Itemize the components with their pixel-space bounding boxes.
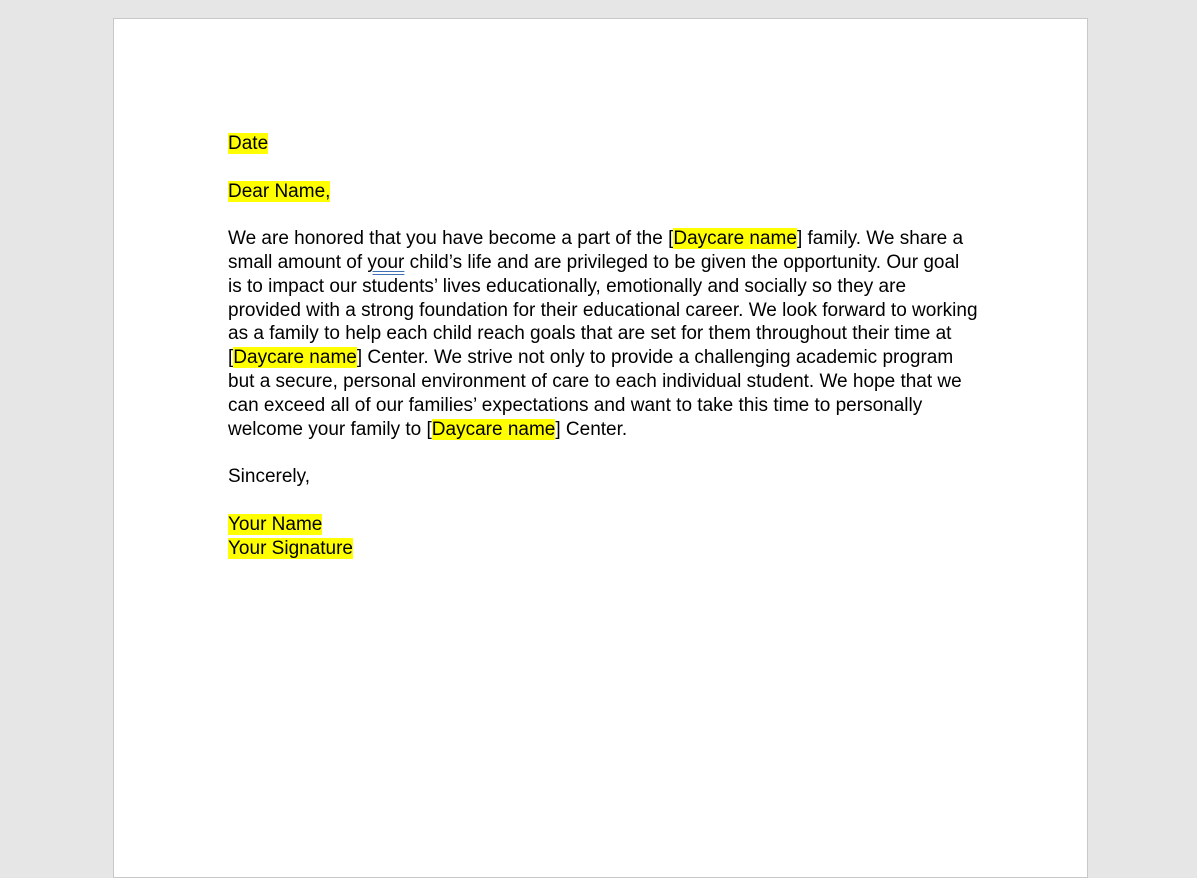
closing-text: Sincerely,	[228, 466, 311, 488]
document-page	[113, 18, 1088, 878]
salutation-placeholder[interactable]: Dear Name,	[228, 180, 331, 202]
body-text-3: child’s life and are privileged to be given the opportunity. Our goal is to impact our students’ lives educationally, emotionally and socially so they are provided with a strong foundation for their educational career. We look forward to working as a family to help each child reach goals that are set for them throughout their time at [	[228, 251, 978, 369]
body-text-2: ] family. We share a small amount of	[228, 228, 964, 273]
body-text-4: ] Center. We strive not only to provide a challenging academic program but a secure, personal environment of care to each individual student. We hope that we can exceed all of our families’ expectations and want to take this time to personally welcome your family to [	[228, 347, 962, 440]
letter-body[interactable]	[228, 132, 978, 560]
body-text-5: ] Center.	[555, 418, 628, 440]
salutation-line[interactable]	[228, 180, 978, 204]
closing-line[interactable]	[228, 465, 978, 489]
grammar-flagged-word[interactable]: your	[367, 251, 405, 273]
body-text-1: We are honored that you have become a part of the [	[228, 228, 674, 250]
sender-signature-placeholder[interactable]: Your Signature	[228, 537, 354, 559]
daycare-name-placeholder-2[interactable]: Daycare name	[233, 347, 357, 369]
date-line[interactable]	[228, 132, 978, 156]
daycare-name-placeholder-1[interactable]: Daycare name	[673, 228, 797, 250]
daycare-name-placeholder-3[interactable]: Daycare name	[431, 418, 556, 440]
signature-block[interactable]	[228, 513, 978, 561]
date-placeholder[interactable]: Date	[228, 133, 269, 154]
sender-name-placeholder[interactable]: Your Name	[228, 513, 323, 535]
body-paragraph[interactable]	[228, 227, 978, 441]
